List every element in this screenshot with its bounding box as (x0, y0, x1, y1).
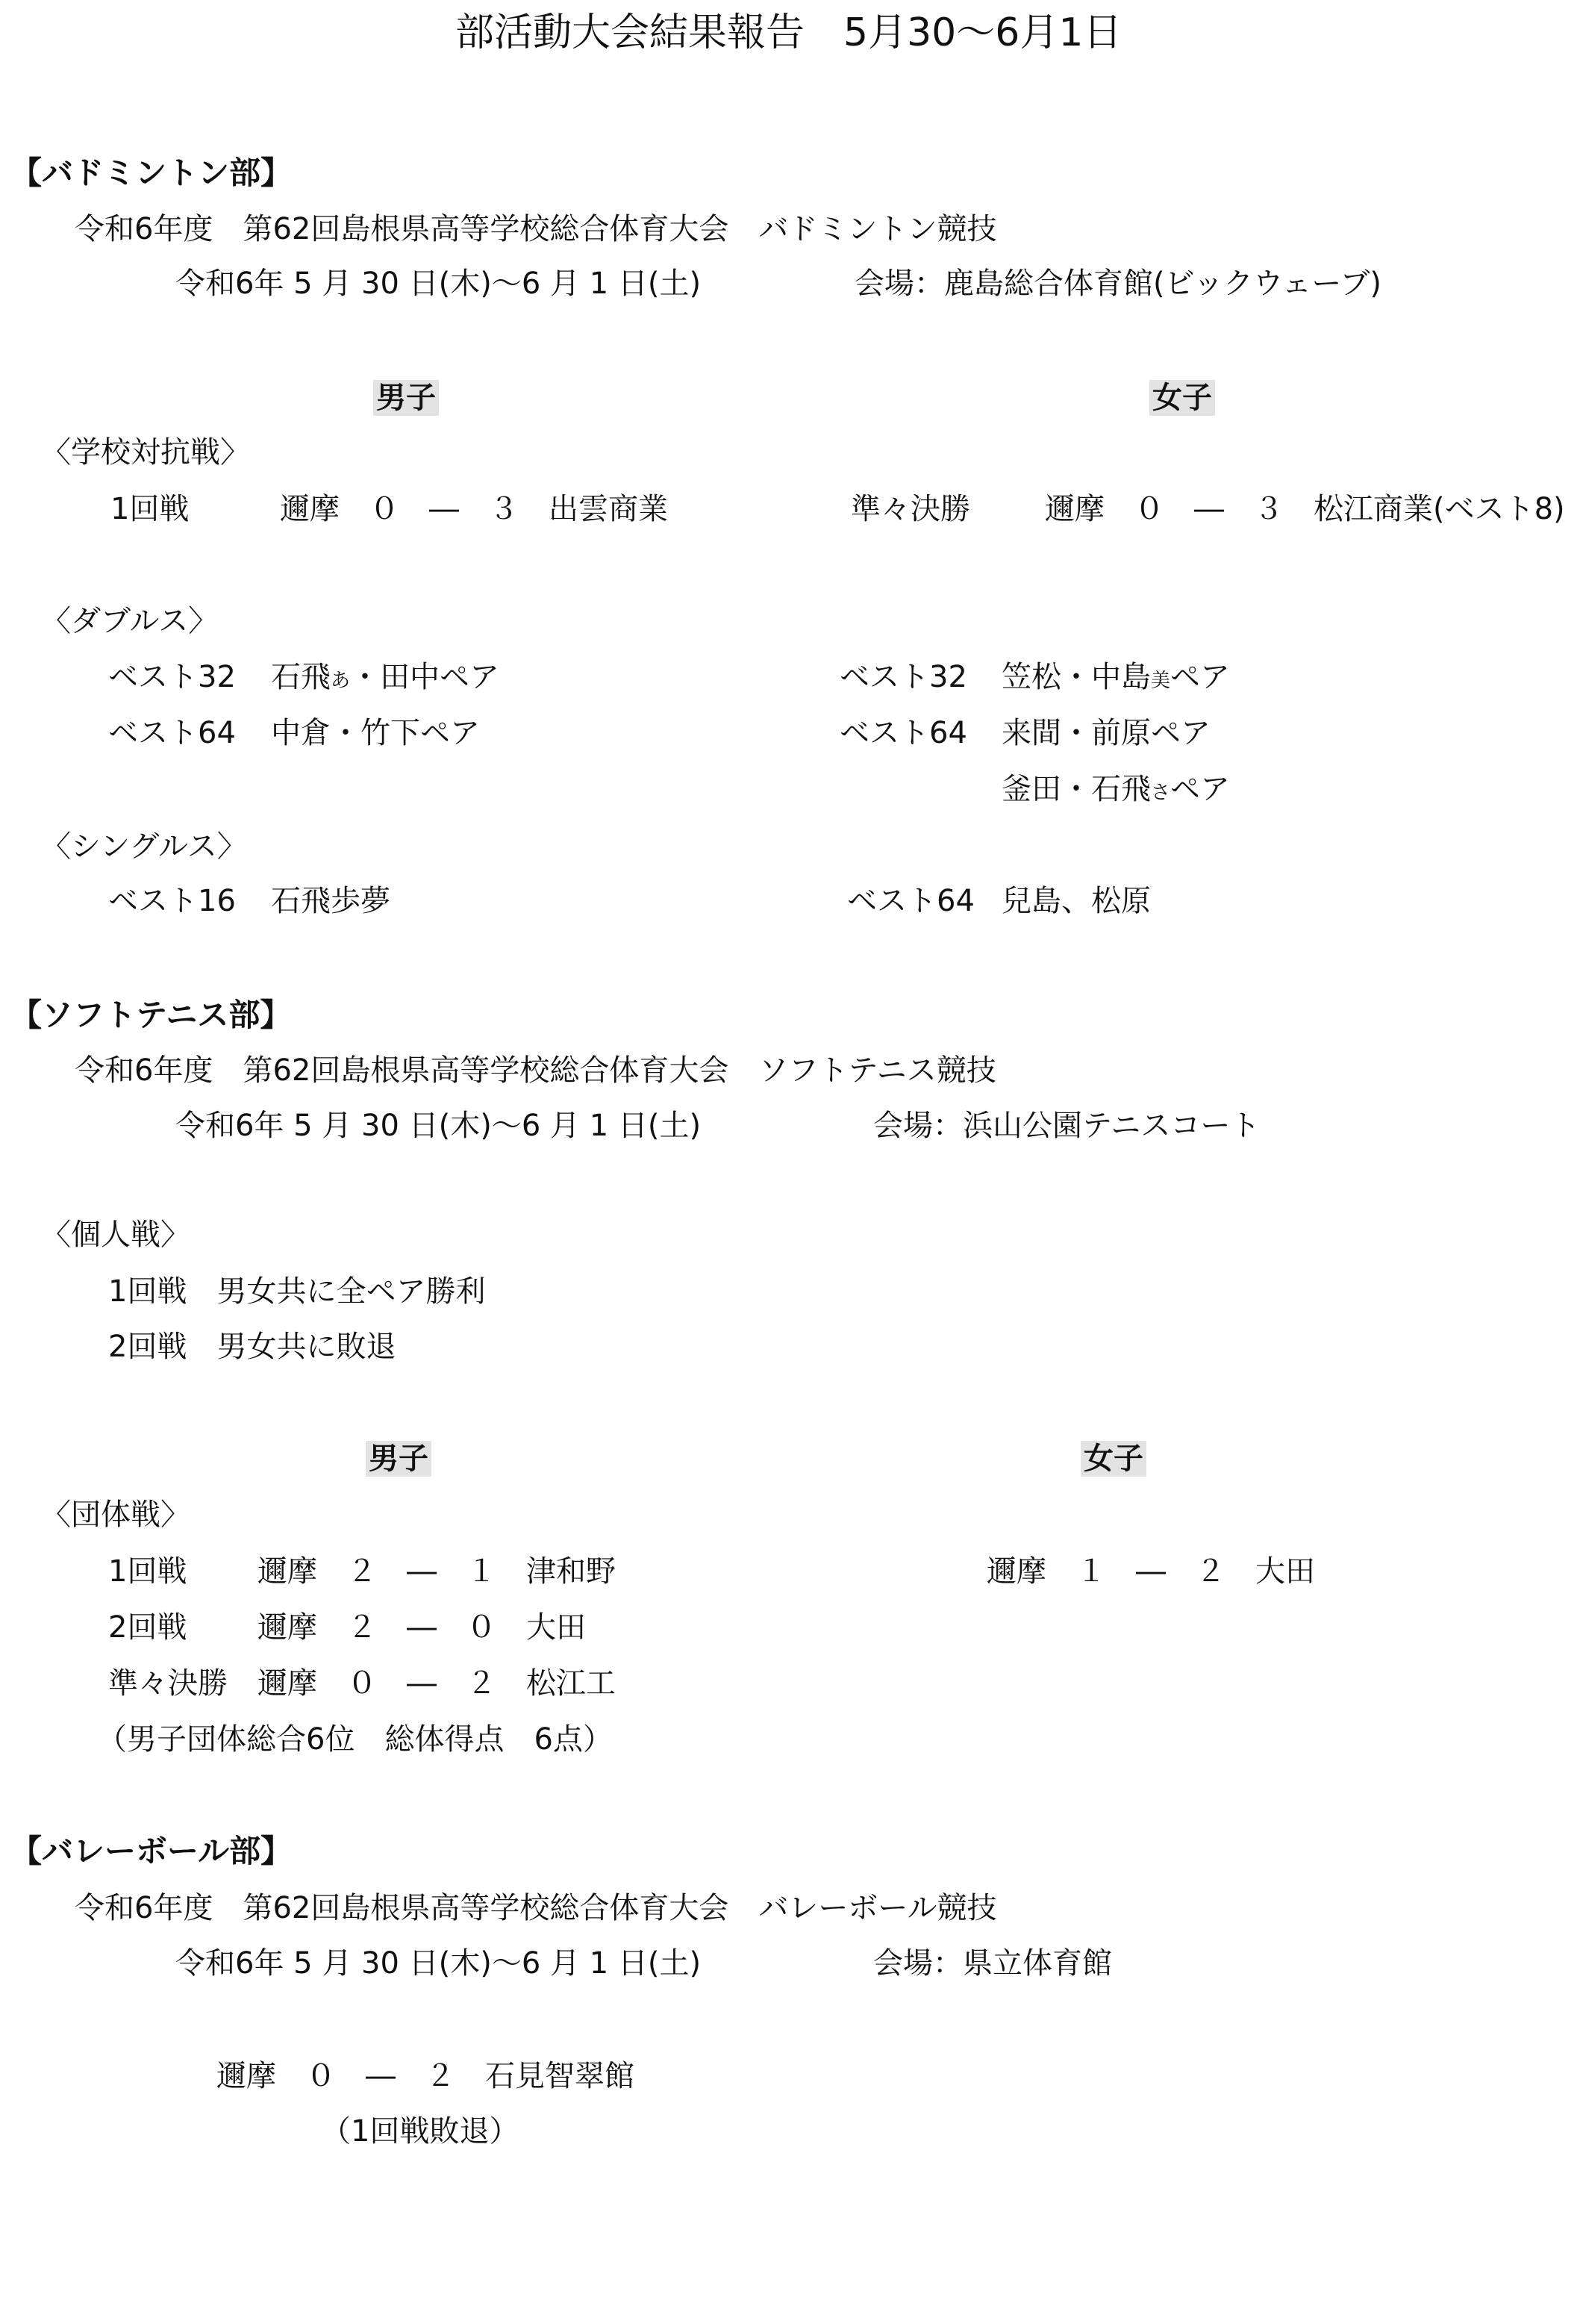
pair-name-small: さ (1151, 782, 1171, 804)
softtennis-individual-2: 2回戦 男女共に敗退 (108, 1330, 396, 1364)
page-title: 部活動大会結果報告 5月30～6月1日 (455, 10, 1122, 55)
softtennis-individual-1: 1回戦 男女共に全ペア勝利 (108, 1274, 486, 1309)
badminton-singles-label: 〈シングルス〉 (41, 829, 247, 864)
badminton-doubles-label: 〈ダブルス〉 (41, 604, 219, 638)
badminton-doubles-men-1-pair (271, 659, 499, 699)
badminton-doubles-men-2-rank: ベスト64 (108, 716, 236, 750)
volleyball-date: 令和6年 5 月 30 日(木)～6 月 1 日(土) (175, 1946, 702, 1981)
softtennis-men-label: 男子 (366, 1441, 431, 1477)
badminton-singles-women-name: 兒島、松原 (1002, 884, 1151, 918)
softtennis-men-r3-round: 準々決勝 (108, 1666, 228, 1701)
softtennis-heading: 【ソフトテニス部】 (10, 997, 292, 1033)
softtennis-men-r1-result: 邇摩 ２ ― １ 津和野 (257, 1554, 616, 1589)
badminton-doubles-men-2-pair: 中倉・竹下ペア (271, 716, 480, 750)
badminton-doubles-women-2-pair: 来間・前原ペア (1002, 716, 1211, 750)
pair-name-small: 美 (1151, 670, 1171, 692)
softtennis-men-r3-result: 邇摩 ０ ― ２ 松江工 (257, 1666, 616, 1701)
badminton-women-label: 女子 (1149, 380, 1215, 416)
softtennis-individual-label: 〈個人戦〉 (41, 1218, 190, 1252)
badminton-singles-men-name: 石飛歩夢 (271, 884, 390, 918)
pair-name-suffix: ペア (1170, 772, 1231, 806)
badminton-doubles-women-1-rank: ベスト32 (840, 660, 967, 694)
badminton-singles-men-rank: ベスト16 (108, 884, 236, 918)
badminton-team-women-round: 準々決勝 (851, 492, 970, 526)
pair-name: 釜田・石飛 (1002, 772, 1151, 806)
softtennis-men-summary: （男子団体総合6位 総体得点 6点） (97, 1722, 613, 1757)
badminton-venue: 会場：鹿島総合体育館(ビックウェーブ) (855, 267, 1382, 301)
pair-name-suffix: ・田中ペア (350, 660, 500, 694)
softtennis-event: 令和6年度 第62回島根県高等学校総合体育大会 ソフトテニス競技 (75, 1053, 996, 1088)
badminton-doubles-men-1-rank: ベスト32 (108, 660, 236, 694)
badminton-team-men-result: 邇摩 ０ ― ３ 出雲商業 (280, 492, 668, 526)
volleyball-event: 令和6年度 第62回島根県高等学校総合体育大会 バレーボール競技 (75, 1891, 997, 1925)
softtennis-women-label: 女子 (1081, 1441, 1146, 1477)
volleyball-result: 邇摩 ０ ― ２ 石見智翠館 (216, 2059, 634, 2093)
badminton-men-label: 男子 (373, 380, 439, 416)
badminton-team-women-result: 邇摩 ０ ― ３ 松江商業(ベスト8) (1045, 492, 1565, 526)
volleyball-note: （1回戦敗退） (321, 2114, 519, 2149)
pair-name-suffix: ペア (1170, 660, 1231, 694)
badminton-doubles-women-1-pair (1002, 659, 1230, 699)
volleyball-venue: 会場：県立体育館 (873, 1946, 1112, 1981)
pair-name: 石飛 (271, 660, 331, 694)
pair-name-small: あ (331, 670, 351, 692)
badminton-date: 令和6年 5 月 30 日(木)～6 月 1 日(土) (175, 267, 702, 301)
badminton-heading: 【バドミントン部】 (10, 155, 293, 191)
badminton-doubles-women-2-rank: ベスト64 (840, 716, 967, 750)
softtennis-men-r1-round: 1回戦 (108, 1554, 187, 1589)
softtennis-team-label: 〈団体戦〉 (41, 1498, 190, 1532)
pair-name: 笠松・中島 (1002, 660, 1151, 694)
softtennis-men-r2-round: 2回戦 (108, 1610, 187, 1645)
softtennis-venue: 会場：浜山公園テニスコート (873, 1109, 1261, 1143)
badminton-event: 令和6年度 第62回島根県高等学校総合体育大会 バドミントン競技 (75, 212, 997, 246)
softtennis-date: 令和6年 5 月 30 日(木)～6 月 1 日(土) (175, 1109, 702, 1143)
badminton-team-label: 〈学校対抗戦〉 (41, 435, 250, 470)
softtennis-women-r1-result: 邇摩 １ ― ２ 大田 (987, 1554, 1315, 1589)
badminton-singles-women-rank: ベスト64 (847, 884, 975, 918)
softtennis-men-r2-result: 邇摩 ２ ― ０ 大田 (257, 1610, 586, 1645)
volleyball-heading: 【バレーボール部】 (10, 1833, 293, 1869)
badminton-team-men-round: 1回戦 (110, 492, 190, 526)
badminton-doubles-women-3-pair (1002, 771, 1230, 811)
